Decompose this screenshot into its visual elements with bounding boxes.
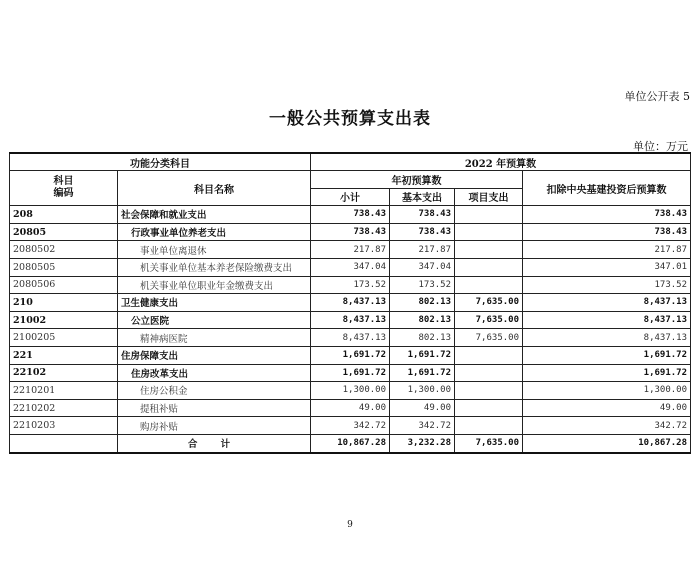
table-row [10, 382, 691, 400]
total-excl: 10,867.28 [523, 434, 691, 452]
total-row [10, 434, 691, 452]
cell-subtotal: 8,437.13 [311, 311, 390, 329]
cell-basic: 1,300.00 [390, 382, 455, 400]
cell-project: 7,635.00 [455, 329, 523, 347]
cell-excl: 173.52 [523, 276, 691, 294]
cell-name: 住房改革支出 [118, 364, 311, 382]
cell-excl: 738.43 [523, 206, 691, 224]
header-basic: 基本支出 [390, 188, 455, 206]
header-excl-central: 扣除中央基建投资后预算数 [523, 171, 691, 206]
cell-excl: 217.87 [523, 241, 691, 259]
cell-project [455, 276, 523, 294]
total-basic: 3,232.28 [390, 434, 455, 452]
cell-code: 2080506 [10, 276, 118, 294]
cell-excl: 342.72 [523, 417, 691, 435]
cell-subtotal: 173.52 [311, 276, 390, 294]
cell-subtotal: 1,691.72 [311, 346, 390, 364]
cell-name: 卫生健康支出 [118, 294, 311, 312]
cell-basic: 342.72 [390, 417, 455, 435]
header-project: 项目支出 [455, 188, 523, 206]
table-row [10, 206, 691, 224]
table-body [10, 206, 691, 453]
cell-name: 提租补贴 [118, 399, 311, 417]
cell-subtotal: 347.04 [311, 258, 390, 276]
cell-basic: 1,691.72 [390, 364, 455, 382]
cell-name: 购房补贴 [118, 417, 311, 435]
cell-code: 2210202 [10, 399, 118, 417]
cell-basic: 802.13 [390, 311, 455, 329]
cell-name: 公立医院 [118, 311, 311, 329]
cell-basic: 802.13 [390, 294, 455, 312]
table-row [10, 311, 691, 329]
cell-excl: 1,300.00 [523, 382, 691, 400]
unit-label: 单位：万元 [633, 140, 688, 153]
cell-name: 机关事业单位职业年金缴费支出 [118, 276, 311, 294]
total-project: 7,635.00 [455, 434, 523, 452]
cell-subtotal: 8,437.13 [311, 329, 390, 347]
cell-excl: 1,691.72 [523, 346, 691, 364]
cell-project [455, 258, 523, 276]
cell-name: 事业单位离退休 [118, 241, 311, 259]
cell-name: 住房公积金 [118, 382, 311, 400]
cell-subtotal: 342.72 [311, 417, 390, 435]
cell-project [455, 364, 523, 382]
form-id-label: 单位公开表 5 [624, 90, 690, 103]
cell-basic: 738.43 [390, 206, 455, 224]
cell-name: 社会保障和就业支出 [118, 206, 311, 224]
table-row [10, 364, 691, 382]
table-row [10, 294, 691, 312]
table-header [10, 153, 691, 206]
cell-subtotal: 738.43 [311, 223, 390, 241]
cell-code: 22102 [10, 364, 118, 382]
cell-subtotal: 1,691.72 [311, 364, 390, 382]
cell-project [455, 382, 523, 400]
cell-excl: 8,437.13 [523, 294, 691, 312]
cell-project [455, 346, 523, 364]
cell-code: 210 [10, 294, 118, 312]
cell-excl: 738.43 [523, 223, 691, 241]
cell-project [455, 206, 523, 224]
cell-code: 208 [10, 206, 118, 224]
table-row [10, 223, 691, 241]
cell-subtotal: 1,300.00 [311, 382, 390, 400]
total-label: 合 计 [118, 434, 311, 452]
table-row [10, 417, 691, 435]
cell-excl: 8,437.13 [523, 311, 691, 329]
cell-code: 221 [10, 346, 118, 364]
header-name: 科目名称 [118, 171, 311, 206]
header-function-category: 功能分类科目 [10, 153, 311, 171]
total-subtotal: 10,867.28 [311, 434, 390, 452]
cell-name: 机关事业单位基本养老保险缴费支出 [118, 258, 311, 276]
cell-code: 2210203 [10, 417, 118, 435]
cell-subtotal: 8,437.13 [311, 294, 390, 312]
cell-name: 住房保障支出 [118, 346, 311, 364]
cell-code: 2080505 [10, 258, 118, 276]
cell-project: 7,635.00 [455, 311, 523, 329]
header-code: 科目 编码 [10, 171, 118, 206]
cell-basic: 347.04 [390, 258, 455, 276]
header-initial-budget: 年初预算数 [311, 171, 523, 189]
cell-project [455, 399, 523, 417]
cell-name: 精神病医院 [118, 329, 311, 347]
cell-excl: 49.00 [523, 399, 691, 417]
cell-basic: 173.52 [390, 276, 455, 294]
cell-project: 7,635.00 [455, 294, 523, 312]
cell-code: 2210201 [10, 382, 118, 400]
cell-project [455, 241, 523, 259]
cell-name: 行政事业单位养老支出 [118, 223, 311, 241]
table-row [10, 258, 691, 276]
page-title: 一般公共预算支出表 [269, 109, 431, 129]
cell-basic: 738.43 [390, 223, 455, 241]
cell-excl: 347.01 [523, 258, 691, 276]
page-number: 9 [347, 520, 353, 530]
table-row [10, 276, 691, 294]
cell-subtotal: 738.43 [311, 206, 390, 224]
cell-code: 2080502 [10, 241, 118, 259]
cell-subtotal: 217.87 [311, 241, 390, 259]
cell-basic: 802.13 [390, 329, 455, 347]
cell-subtotal: 49.00 [311, 399, 390, 417]
cell-basic: 1,691.72 [390, 346, 455, 364]
table-row [10, 346, 691, 364]
cell-excl: 1,691.72 [523, 364, 691, 382]
cell-excl: 8,437.13 [523, 329, 691, 347]
table-row [10, 399, 691, 417]
cell-code: 20805 [10, 223, 118, 241]
table-row [10, 241, 691, 259]
header-budget-year: 2022 年预算数 [311, 153, 691, 171]
cell-code: 2100205 [10, 329, 118, 347]
budget-table [9, 152, 691, 454]
cell-basic: 49.00 [390, 399, 455, 417]
cell-basic: 217.87 [390, 241, 455, 259]
cell-project [455, 223, 523, 241]
cell-project [455, 417, 523, 435]
table-row [10, 329, 691, 347]
header-subtotal: 小计 [311, 188, 390, 206]
cell-code: 21002 [10, 311, 118, 329]
cell-code [10, 434, 118, 452]
